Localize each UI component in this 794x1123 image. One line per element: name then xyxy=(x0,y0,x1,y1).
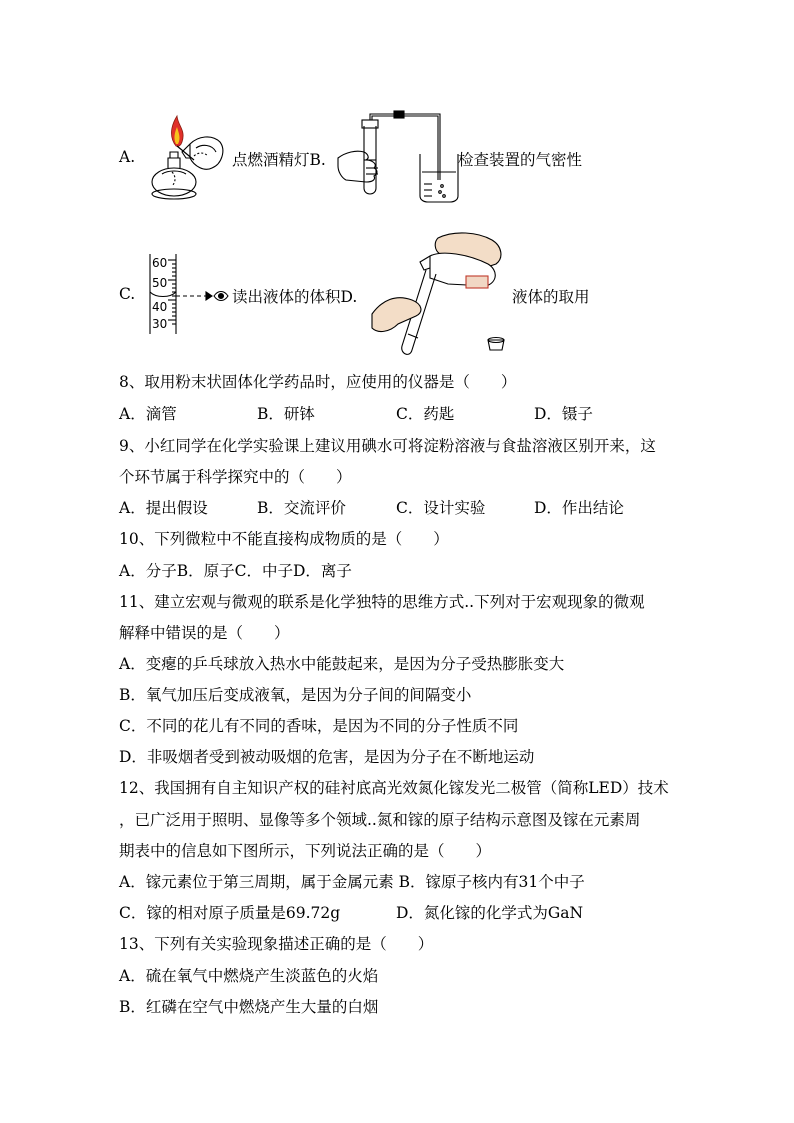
question-8-stem: 8、取用粉末状固体化学药品时，应使用的仪器是（ ） xyxy=(119,373,517,391)
question-12-stem-line-3: 期表中的信息如下图所示，下列说法正确的是（ ） xyxy=(119,842,492,860)
question-11-option-b: B．氧气加压后变成液氧，是因为分子间的间隔变小 xyxy=(119,686,472,704)
cylinder-tick-60: 60 xyxy=(152,256,168,270)
cylinder-tick-50: 50 xyxy=(152,276,168,290)
question-12-option-c: C．镓的相对原子质量是69.72g xyxy=(119,904,341,922)
question-12-option-d: D．氮化镓的化学式为GaN xyxy=(396,904,584,922)
option-c-caption: 读出液体的体积D. xyxy=(232,288,358,306)
question-11-option-d: D．非吸烟者受到被动吸烟的危害，是因为分子在不断地运动 xyxy=(119,748,535,766)
question-11-stem-line-2: 解释中错误的是（ ） xyxy=(119,624,290,642)
question-12-options-a-b: A．镓元素位于第三周期，属于金属元素 B．镓原子核内有31个中子 xyxy=(119,873,585,891)
question-11-option-c: C．不同的花儿有不同的香味，是因为不同的分子性质不同 xyxy=(119,717,519,735)
question-9-option-b: B．交流评价 xyxy=(257,499,346,517)
option-a-letter: A. xyxy=(119,148,136,166)
question-12-stem-line-2: ，已广泛用于照明、显像等多个领域..氮和镓的原子结构示意图及镓在元素周 xyxy=(119,811,641,829)
question-13-option-a: A．硫在氧气中燃烧产生淡蓝色的火焰 xyxy=(119,967,379,985)
option-a-caption: 点燃酒精灯B. xyxy=(232,151,326,169)
question-11-option-a: A．变瘪的乒乓球放入热水中能鼓起来，是因为分子受热膨胀变大 xyxy=(119,655,565,673)
question-9-stem-line-2: 个环节属于科学探究中的（ ） xyxy=(119,468,352,486)
option-c-letter: C. xyxy=(119,285,136,303)
question-10-stem: 10、下列微粒中不能直接构成物质的是（ ） xyxy=(119,530,449,548)
cylinder-tick-30: 30 xyxy=(152,317,168,331)
question-10-options: A．分子B．原子C．中子D．离子 xyxy=(119,562,352,580)
question-13-option-b: B．红磷在空气中燃烧产生大量的白烟 xyxy=(119,998,379,1016)
question-9-option-c: C．设计实验 xyxy=(396,499,486,517)
question-8-option-d: D．镊子 xyxy=(534,405,593,423)
alcohol-lamp-lighting-illustration xyxy=(146,112,230,204)
question-8-option-b: B．研钵 xyxy=(257,405,315,423)
question-9-option-a: A．提出假设 xyxy=(119,499,208,517)
option-d-caption: 液体的取用 xyxy=(512,288,590,306)
question-13-stem: 13、下列有关实验现象描述正确的是（ ） xyxy=(119,935,434,953)
pouring-liquid-illustration xyxy=(368,230,512,360)
graduated-cylinder-reading-illustration xyxy=(140,254,230,336)
question-11-stem-line-1: 11、建立宏观与微观的联系是化学独特的思维方式..下列对于宏观现象的微观 xyxy=(119,593,645,611)
question-9-stem-line-1: 9、小红同学在化学实验课上建议用碘水可将淀粉溶液与食盐溶液区别开来，这 xyxy=(119,437,656,455)
question-9-option-d: D．作出结论 xyxy=(534,499,624,517)
cylinder-tick-40: 40 xyxy=(152,300,168,314)
option-b-caption: 检查装置的气密性 xyxy=(458,151,583,169)
question-8-option-a: A．滴管 xyxy=(119,405,177,423)
question-8-option-c: C．药匙 xyxy=(396,405,455,423)
question-12-stem-line-1: 12、我国拥有自主知识产权的硅衬底高光效氮化镓发光二极管（简称LED）技术 xyxy=(119,779,669,797)
airtightness-check-apparatus xyxy=(336,110,460,206)
